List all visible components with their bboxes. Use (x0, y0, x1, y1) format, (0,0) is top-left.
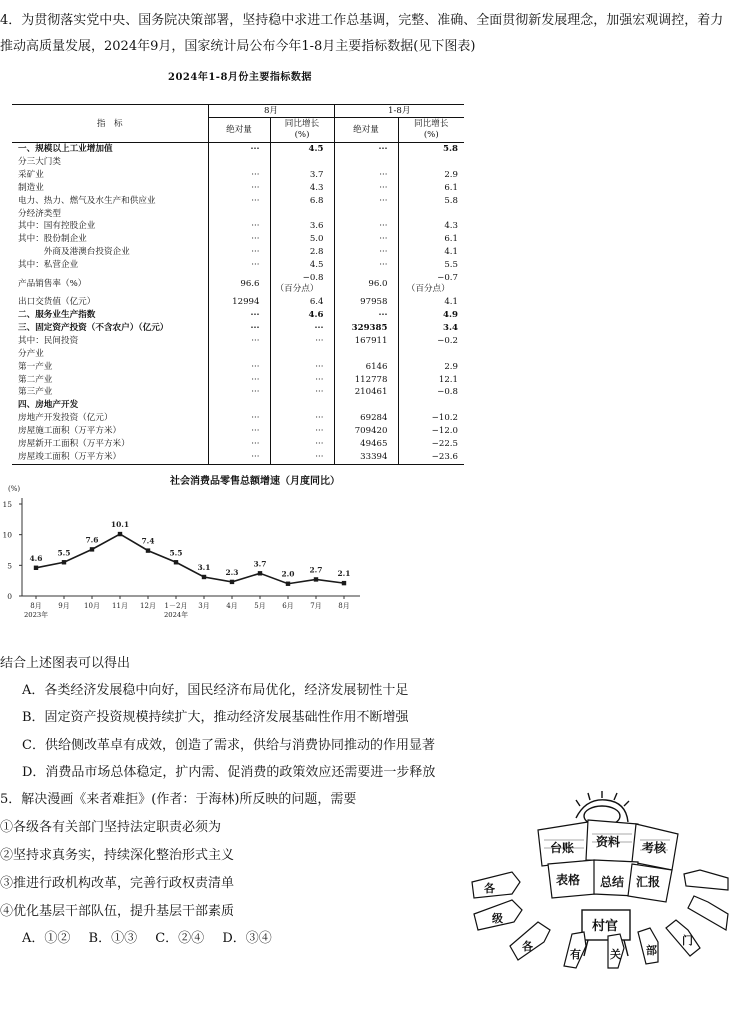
aug-growth: ··· (270, 451, 334, 464)
table-header-indicator: 指 标 (12, 105, 208, 143)
aug-growth: 2.8 (270, 246, 334, 259)
janaug-absolute: ··· (334, 259, 398, 272)
janaug-growth: 2.9 (398, 169, 464, 182)
growth-unit-note: （百分点） (406, 284, 450, 295)
data-point (258, 571, 262, 575)
row-indicator: 第一产业 (18, 361, 53, 372)
aug-absolute (208, 399, 270, 412)
q5-answer-choices (22, 926, 342, 952)
data-point (34, 566, 38, 570)
aug-absolute: ··· (208, 425, 270, 438)
aug-absolute: ··· (208, 386, 270, 399)
row-indicator: 分经济类型 (18, 208, 61, 219)
data-label: 3.7 (253, 559, 267, 569)
x-tick-label: 1－2月 (164, 602, 188, 610)
janaug-absolute (334, 156, 398, 169)
aug-growth: ··· (270, 374, 334, 387)
q5-option-b[interactable]: B．①③ (88, 931, 138, 946)
q5-option-c[interactable]: C．②④ (155, 931, 205, 946)
x-tick-label: 12月 (140, 602, 156, 610)
aug-absolute: ··· (208, 233, 270, 246)
data-label: 5.5 (57, 548, 71, 558)
data-label: 7.4 (141, 536, 155, 546)
indicator-table (12, 104, 464, 465)
row-indicator: 制造业 (18, 182, 44, 193)
table-row (12, 412, 464, 425)
row-indicator: 第三产业 (18, 387, 53, 398)
row-indicator: 采矿业 (18, 169, 44, 180)
paper-word-5: 汇报 (636, 875, 661, 889)
aug-absolute: ··· (208, 246, 270, 259)
chart-title: 社会消费品零售总额增速（月度同比） (170, 476, 340, 487)
janaug-absolute: ··· (334, 309, 398, 322)
aug-absolute: ··· (208, 322, 270, 335)
janaug-growth: 5.8 (398, 195, 464, 208)
hand-word-6: 部 (646, 944, 657, 957)
janaug-growth: −10.2 (398, 412, 464, 425)
x-tick-label: 6月 (282, 602, 294, 610)
janaug-absolute: 69284 (334, 412, 398, 425)
janaug-growth (398, 272, 464, 296)
x-tick-label: 3月 (198, 602, 210, 610)
table-row (12, 322, 464, 335)
growth-label: 同比增长 (414, 119, 449, 129)
aug-growth: 4.5 (270, 259, 334, 272)
row-indicator: 房屋竣工面积（万平方米） (12, 451, 208, 464)
janaug-growth: 4.1 (398, 296, 464, 309)
aug-absolute: ··· (208, 412, 270, 425)
janaug-growth (398, 348, 464, 361)
x-tick-label: 4月 (226, 602, 238, 610)
row-indicator: 其中：民间投资 (18, 335, 79, 346)
aug-absolute: 12994 (208, 296, 270, 309)
janaug-growth: −23.6 (398, 451, 464, 464)
question-5-stem: 5．解决漫画《来者难拒》(作者：于海林)所反映的问题，需要 (0, 792, 357, 807)
janaug-growth: 4.9 (398, 309, 464, 322)
janaug-growth (398, 208, 464, 221)
data-label: 2.0 (281, 569, 295, 579)
x-tick-label: 5月 (254, 602, 266, 610)
row-indicator: 出口交货值（亿元） (18, 297, 96, 308)
janaug-growth: −12.0 (398, 425, 464, 438)
cartoon-illustration (468, 790, 730, 970)
growth-unit: (%) (294, 130, 310, 140)
row-indicator: 四、房地产开发 (18, 400, 79, 411)
janaug-absolute: 709420 (334, 425, 398, 438)
x-year-label: 2023年 (23, 611, 49, 619)
y-tick-label: 5 (7, 561, 12, 571)
table-header-growth-janaug (398, 118, 464, 143)
aug-absolute: ··· (208, 220, 270, 233)
cartoon-banner: 村官 (592, 919, 619, 934)
janaug-growth: 4.1 (398, 246, 464, 259)
table-row (12, 195, 464, 208)
janaug-growth: −0.8 (398, 386, 464, 399)
data-point (174, 560, 178, 564)
data-point (202, 575, 206, 579)
aug-absolute: ··· (208, 374, 270, 387)
row-indicator: 一、规模以上工业增加值 (18, 144, 113, 154)
y-axis-label: (%) (8, 485, 21, 493)
table-row (12, 348, 464, 361)
aug-absolute: ··· (208, 143, 270, 156)
table-header-abs-aug: 绝对量 (208, 118, 270, 143)
table-header-aug: 8月 (208, 105, 334, 118)
data-label: 2.7 (309, 565, 323, 575)
row-indicator: 第二产业 (18, 374, 53, 385)
row-indicator: 房屋施工面积（万平方米） (18, 426, 122, 437)
x-tick-label: 9月 (58, 602, 70, 610)
data-label: 4.6 (29, 553, 43, 563)
aug-growth (270, 272, 334, 296)
aug-absolute (208, 208, 270, 221)
paper-word-2: 资料 (596, 835, 621, 849)
row-indicator: 其中：股份制企业 (18, 234, 87, 245)
table-row (12, 374, 464, 387)
table-row (12, 246, 464, 259)
table-row (12, 208, 464, 221)
janaug-absolute: 210461 (334, 386, 398, 399)
q5-statement-4: ④优化基层干部队伍，提升基层干部素质 (0, 904, 235, 919)
q5-option-d[interactable]: D．③④ (222, 931, 272, 946)
paper-word-6: 总结 (600, 875, 625, 889)
aug-growth: ··· (270, 412, 334, 425)
table-row (12, 309, 464, 322)
data-point (146, 548, 150, 552)
aug-growth: 3.7 (270, 169, 334, 182)
data-label: 2.3 (225, 567, 239, 577)
janaug-absolute: 329385 (334, 322, 398, 335)
table-body (12, 143, 464, 465)
aug-growth: ··· (270, 438, 334, 451)
aug-growth: ··· (270, 335, 334, 348)
aug-growth: 6.8 (270, 195, 334, 208)
data-point (90, 547, 94, 551)
janaug-growth: 5.8 (398, 143, 464, 156)
table-header-growth-aug (270, 118, 334, 143)
table-row (12, 438, 464, 451)
data-point (342, 581, 346, 585)
x-tick-label: 7月 (310, 602, 322, 610)
q4-option-c[interactable]: C．供给侧改革卓有成效，创造了需求，供给与消费协同推动的作用显著 (22, 738, 435, 753)
table-row (12, 425, 464, 438)
q4-option-d[interactable]: D．消费品市场总体稳定，扩内需、促消费的政策效应还需要进一步释放 (22, 765, 436, 780)
row-indicator: 分产业 (18, 348, 44, 359)
janaug-absolute: ··· (334, 220, 398, 233)
aug-growth: 5.0 (270, 233, 334, 246)
x-tick-label: 8月 (338, 602, 350, 610)
janaug-growth: 4.3 (398, 220, 464, 233)
data-point (230, 580, 234, 584)
janaug-absolute: 49465 (334, 438, 398, 451)
row-indicator: 外商及港澳台投资企业 (18, 247, 130, 258)
janaug-absolute: ··· (334, 233, 398, 246)
x-tick-label: 11月 (112, 602, 128, 610)
aug-absolute: ··· (208, 335, 270, 348)
janaug-absolute: ··· (334, 169, 398, 182)
q4-option-a[interactable]: A．各类经济发展稳中向好，国民经济布局优化，经济发展韧性十足 (22, 683, 409, 698)
table-row (12, 451, 464, 464)
janaug-absolute (334, 348, 398, 361)
x-tick-label: 10月 (84, 602, 100, 610)
growth-value: −0.8 (302, 273, 324, 284)
table-row (12, 296, 464, 309)
aug-absolute: ··· (208, 182, 270, 195)
paper-stack (538, 820, 678, 902)
growth-value: −0.7 (437, 273, 458, 284)
janaug-absolute: 96.0 (334, 272, 398, 296)
table-row (12, 233, 464, 246)
janaug-absolute: 33394 (334, 451, 398, 464)
janaug-growth: 6.1 (398, 182, 464, 195)
janaug-growth (398, 156, 464, 169)
table-row (12, 272, 464, 296)
janaug-growth: 12.1 (398, 374, 464, 387)
retail-sales-growth-chart (0, 482, 370, 622)
question-4-stem: 结合上述图表可以得出 (0, 656, 131, 671)
row-indicator: 房地产开发投资（亿元） (18, 413, 113, 424)
x-year-label: 2024年 (163, 611, 189, 619)
aug-growth (270, 156, 334, 169)
data-label: 7.6 (85, 535, 99, 545)
aug-absolute: ··· (208, 451, 270, 464)
table-row (12, 361, 464, 374)
series-line (36, 534, 344, 584)
hand-word-1: 各 (484, 882, 495, 895)
table-row (12, 143, 464, 156)
aug-growth (270, 399, 334, 412)
row-indicator: 产品销售率（%） (18, 278, 87, 289)
hand-word-3: 各 (522, 940, 533, 953)
aug-growth: ··· (270, 361, 334, 374)
growth-label: 同比增长 (284, 119, 320, 129)
janaug-growth: −22.5 (398, 438, 464, 451)
hand-word-7: 门 (682, 934, 693, 947)
janaug-absolute: ··· (334, 143, 398, 156)
janaug-growth: −0.2 (398, 335, 464, 348)
janaug-absolute (334, 208, 398, 221)
row-indicator: 分三大门类 (18, 156, 61, 167)
janaug-growth: 6.1 (398, 233, 464, 246)
q5-statement-1: ①各级各有关部门坚持法定职责必须为 (0, 820, 222, 835)
question-4-text: 4．为贯彻落实党中央、国务院决策部署，坚持稳中求进工作总基调，完整、准确、全面贯彻新发展理念，加强宏观调控，着力推动高质量发展，2024年9月，国家统计局公布今年1-8月主要指标数据(见下图表) (0, 13, 724, 54)
table-row (12, 182, 464, 195)
aug-growth: 3.6 (270, 220, 334, 233)
data-point (62, 560, 66, 564)
q5-option-a[interactable]: A．①② (22, 931, 71, 946)
y-tick-label: 10 (2, 530, 12, 540)
janaug-absolute: ··· (334, 195, 398, 208)
table-header-jan-aug: 1-8月 (334, 105, 464, 118)
q5-statement-3: ③推进行政机构改革，完善行政权责清单 (0, 876, 235, 891)
table-row (12, 156, 464, 169)
janaug-growth (398, 399, 464, 412)
data-point (314, 577, 318, 581)
aug-growth: ··· (270, 386, 334, 399)
row-indicator: 电力、热力、燃气及水生产和供应业 (18, 195, 156, 206)
row-indicator: 房屋新开工面积（万平方米） (18, 439, 130, 450)
aug-absolute (208, 156, 270, 169)
janaug-growth: 2.9 (398, 361, 464, 374)
row-indicator: 其中：国有控股企业 (18, 221, 96, 232)
aug-growth (270, 348, 334, 361)
hand-word-2: 级 (492, 912, 503, 925)
table-row (12, 335, 464, 348)
aug-absolute: ··· (208, 438, 270, 451)
x-tick-label: 8月 (30, 602, 42, 610)
aug-growth: ··· (270, 322, 334, 335)
growth-unit: (%) (423, 130, 439, 140)
row-indicator: 其中：私营企业 (18, 260, 79, 271)
aug-absolute: ··· (208, 361, 270, 374)
hand-word-5: 关 (610, 948, 621, 961)
aug-growth: 4.5 (270, 143, 334, 156)
janaug-absolute (334, 399, 398, 412)
janaug-absolute: 6146 (334, 361, 398, 374)
table-row (12, 220, 464, 233)
aug-growth (270, 208, 334, 221)
aug-growth: 4.6 (270, 309, 334, 322)
data-label: 3.1 (197, 562, 211, 572)
row-indicator: 三、固定资产投资（不含农户）（亿元） (18, 322, 169, 333)
q5-statement-2: ②坚持求真务实，持续深化整治形式主义 (0, 848, 235, 863)
janaug-absolute: 167911 (334, 335, 398, 348)
janaug-growth: 5.5 (398, 259, 464, 272)
table-title: 2024年1-8月份主要指标数据 (168, 72, 312, 83)
aug-absolute: ··· (208, 169, 270, 182)
janaug-absolute: ··· (334, 182, 398, 195)
janaug-absolute: ··· (334, 246, 398, 259)
paper-word-1: 台账 (550, 841, 575, 855)
table-row (12, 259, 464, 272)
data-point (286, 582, 290, 586)
y-tick-label: 15 (2, 500, 12, 509)
data-label: 2.1 (337, 569, 351, 579)
janaug-absolute: 112778 (334, 374, 398, 387)
row-indicator: 二、服务业生产指数 (18, 309, 96, 320)
aug-growth: 6.4 (270, 296, 334, 309)
janaug-growth: 3.4 (398, 322, 464, 335)
table-row (12, 399, 464, 412)
aug-absolute: ··· (208, 259, 270, 272)
aug-absolute: 96.6 (208, 272, 270, 296)
aug-growth: ··· (270, 425, 334, 438)
paper-word-3: 考核 (642, 841, 667, 855)
aug-absolute (208, 348, 270, 361)
y-tick-label: 0 (7, 592, 12, 601)
q4-option-b[interactable]: B．固定资产投资规模持续扩大，推动经济发展基础性作用不断增强 (22, 710, 409, 725)
hand-word-4: 有 (570, 948, 581, 961)
aug-absolute: ··· (208, 195, 270, 208)
table-row (12, 169, 464, 182)
janaug-absolute: 97958 (334, 296, 398, 309)
aug-growth: 4.3 (270, 182, 334, 195)
table-row (12, 386, 464, 399)
growth-unit-note: （百分点） (275, 284, 319, 295)
aug-absolute: ··· (208, 309, 270, 322)
table-header-abs-janaug: 绝对量 (334, 118, 398, 143)
data-label: 5.5 (169, 548, 183, 558)
paper-word-4: 表格 (556, 873, 581, 887)
data-point (118, 532, 122, 536)
data-label: 10.1 (110, 520, 130, 530)
